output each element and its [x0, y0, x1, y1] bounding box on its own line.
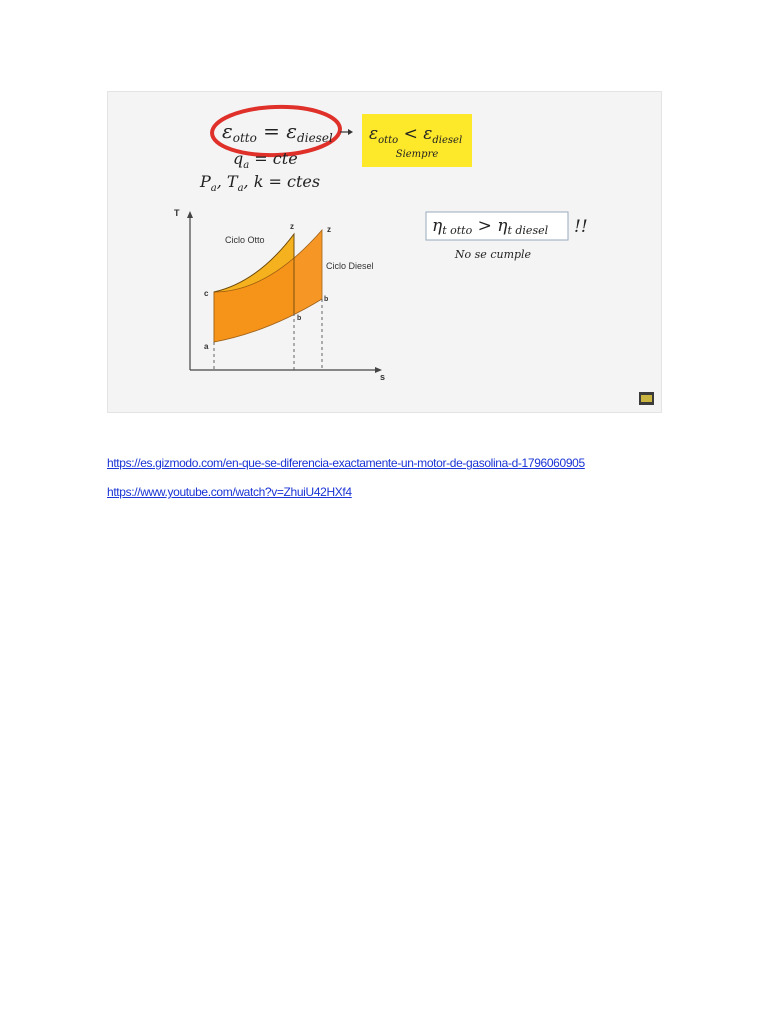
diesel-cycle-area	[214, 230, 322, 342]
point-b-otto: b	[297, 315, 302, 322]
point-b-diesel: b	[324, 296, 329, 303]
link-gizmodo[interactable]: https://es.gizmodo.com/en-que-se-diferencia-exactamente-un-motor-de-gasolina-d-1796060905	[107, 456, 585, 470]
formula-constants: $P_a$, $T_a$, k = ctes	[200, 172, 321, 194]
otto-cycle-label: Ciclo Otto	[225, 235, 265, 245]
point-c: c	[204, 289, 209, 298]
formula-heat-input: $q_a$ = cte	[233, 149, 298, 171]
efficiency-note: No se cumple	[454, 248, 532, 261]
formula-compression-ratio: $\varepsilon_{otto} = \varepsilon_{diesel}$	[222, 119, 333, 145]
video-logo-inner	[641, 395, 652, 402]
efficiency-exclamation: !!	[574, 217, 588, 237]
result-note: Siempre	[395, 149, 439, 160]
t-axis-arrow-icon	[187, 211, 193, 218]
diesel-cycle-label: Ciclo Diesel	[326, 261, 374, 271]
point-z-otto: z	[290, 222, 294, 231]
efficiency-inequality: ηt otto > ηt diesel	[432, 216, 549, 237]
s-axis-label: s	[380, 372, 386, 382]
t-axis-label: T	[174, 208, 180, 218]
otto-diesel-diagram	[108, 92, 662, 413]
point-a: a	[204, 342, 209, 351]
result-inequality: $\varepsilon_{otto} < \varepsilon_{diesel}$	[369, 124, 463, 146]
link-youtube[interactable]: https://www.youtube.com/watch?v=ZhuiU42HXf4	[107, 485, 352, 499]
point-z-diesel: z	[327, 225, 331, 234]
reference-links	[107, 456, 727, 514]
lecture-slide-image	[107, 91, 662, 413]
arrow-head-icon	[348, 129, 353, 135]
